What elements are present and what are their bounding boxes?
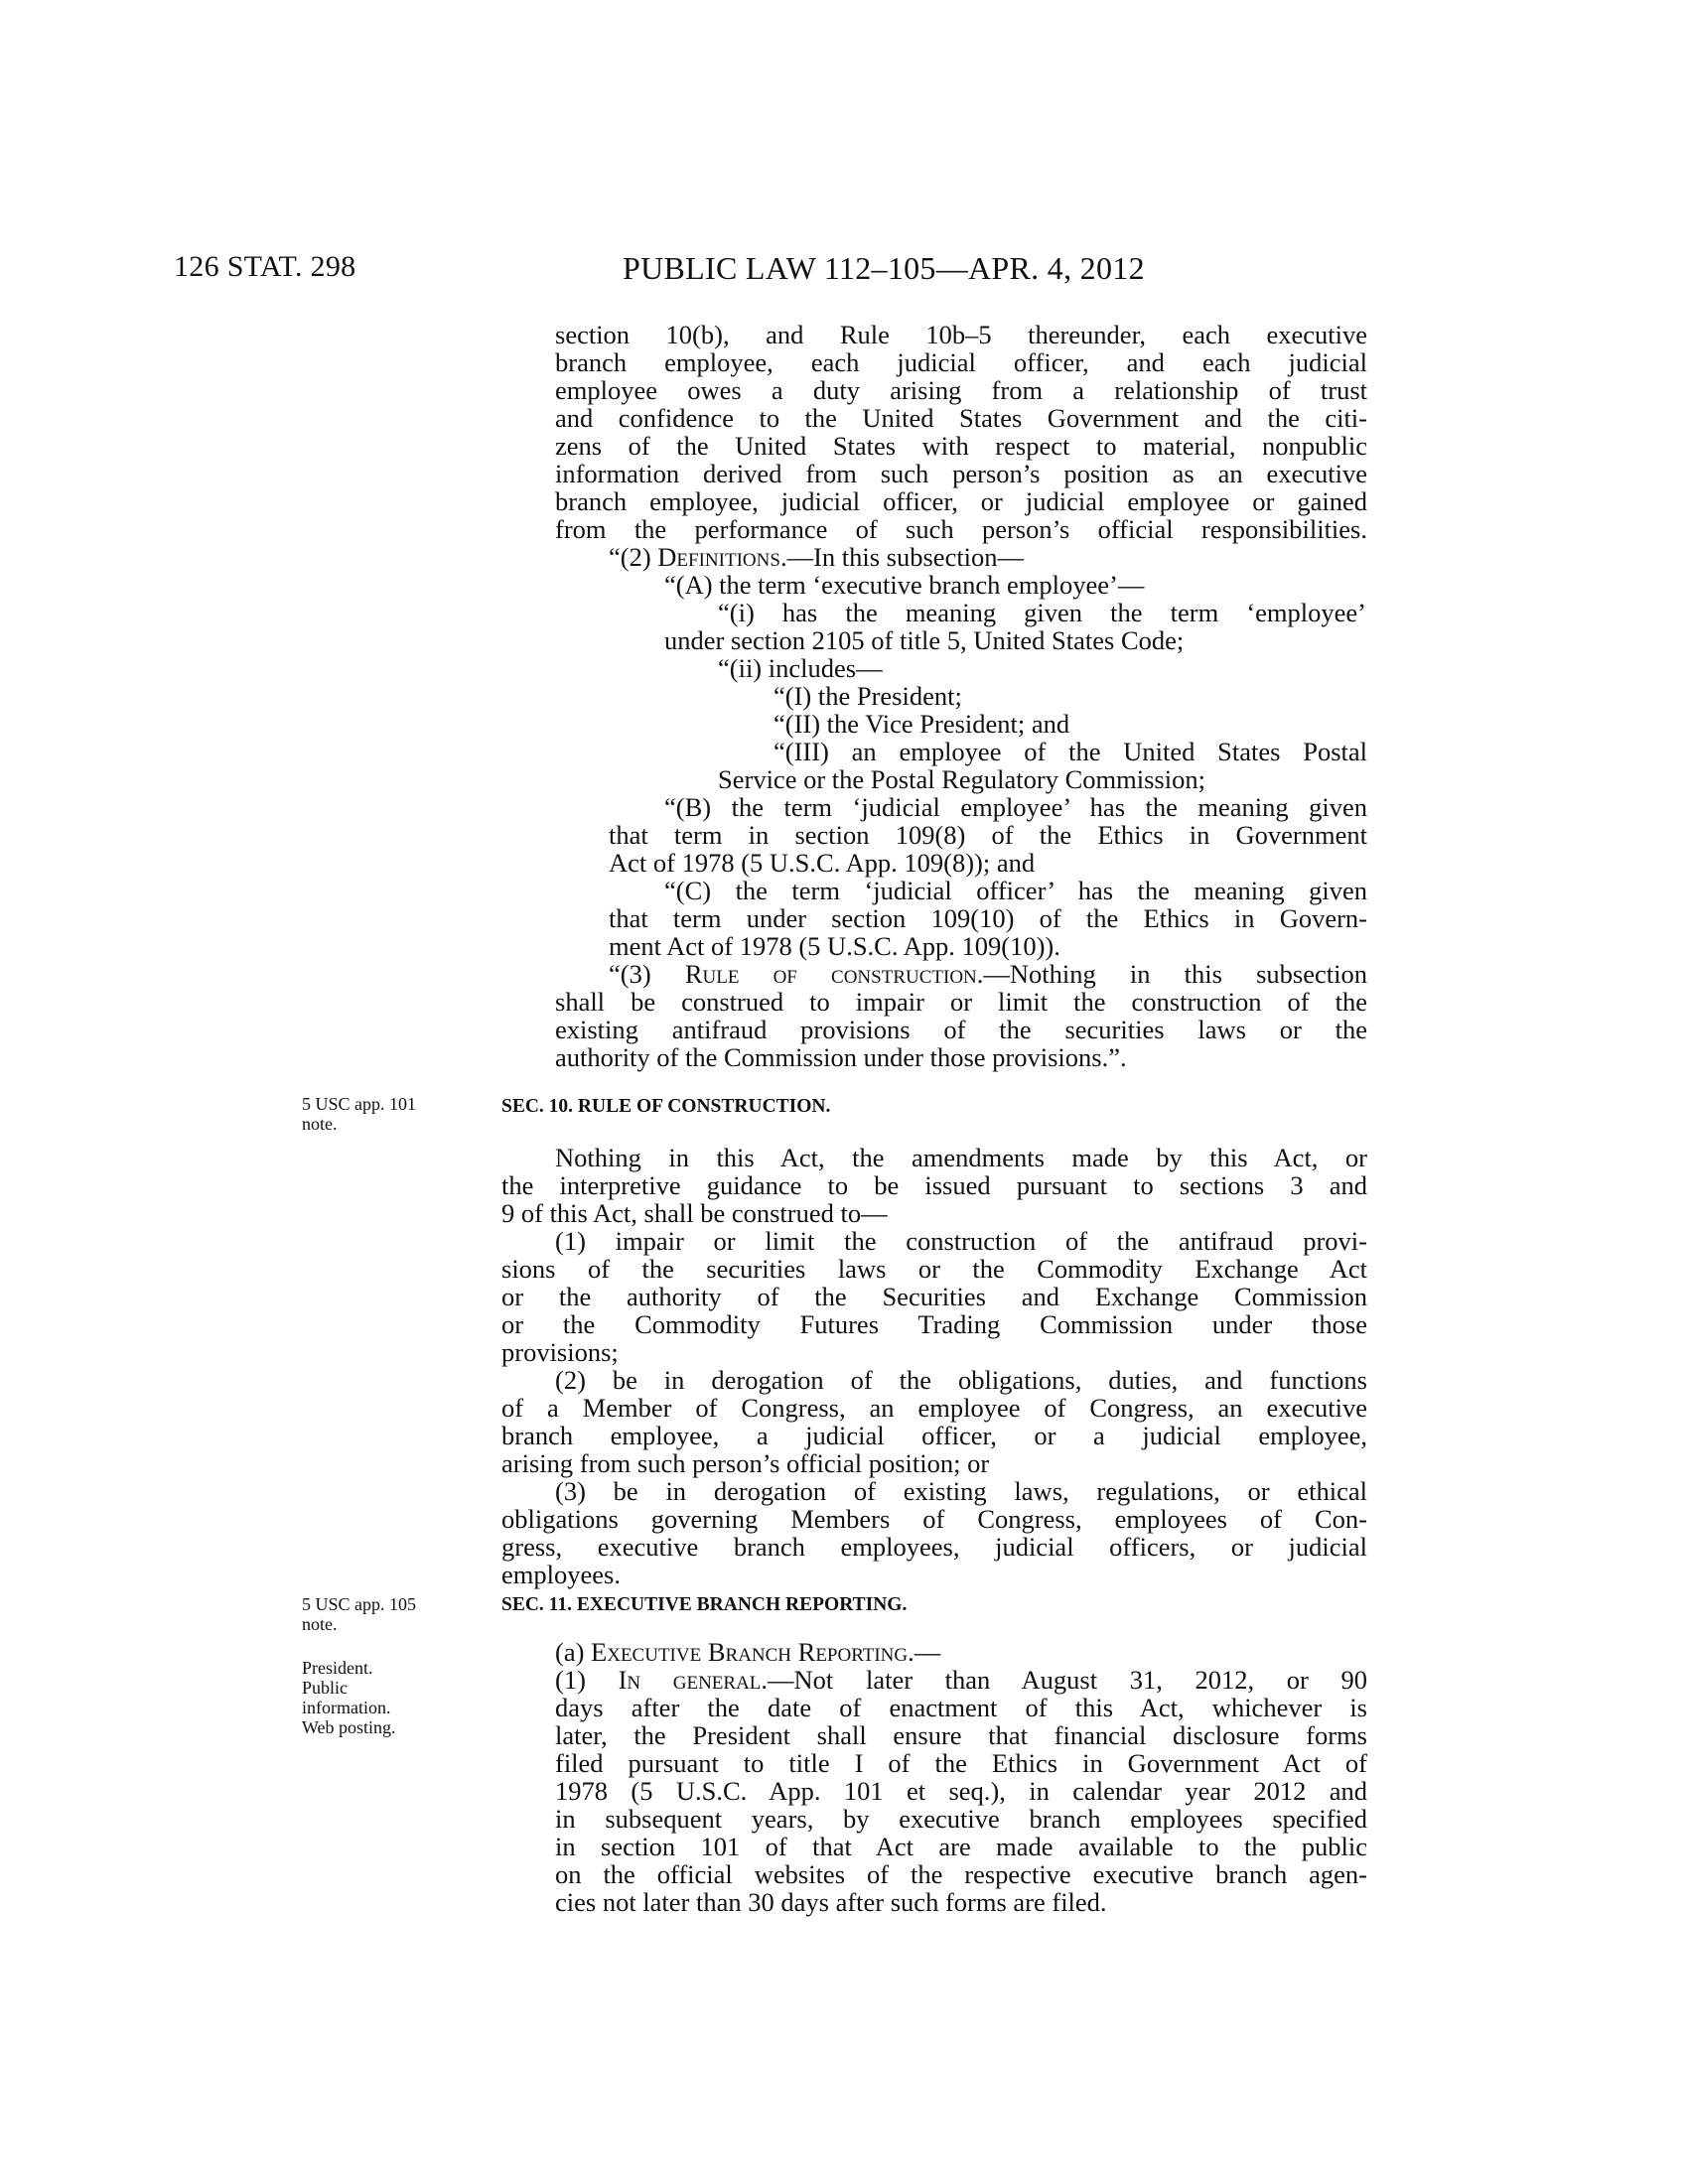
text-line: “(ii) includes— <box>718 653 883 683</box>
text-line: “(2) Definitions.—In this subsection— <box>609 542 1025 572</box>
page-title: PUBLIC LAW 112–105—APR. 4, 2012 <box>623 250 1145 286</box>
margin-note-sec11-topics <box>302 1658 461 1737</box>
text-line: and confidence to the United States Government and the citi- <box>555 403 1367 433</box>
text-line: “(II) the Vice President; and <box>774 709 1070 739</box>
text-line: (3) be in derogation of existing laws, regulations, or ethical <box>555 1476 1367 1506</box>
margin-note-line: President. <box>302 1658 373 1678</box>
text-line: or the authority of the Securities and Exchange Commission <box>501 1282 1367 1311</box>
text-line: “(A) the term ‘executive branch employee’— <box>664 570 1145 600</box>
text-line: that term under section 109(10) of the Ethics in Govern- <box>609 903 1367 933</box>
text-line: sions of the securities laws or the Commodity Exchange Act <box>501 1254 1367 1284</box>
text-line: in subsequent years, by executive branch employees specified <box>555 1804 1367 1834</box>
text-line: employee owes a duty arising from a relationship of trust <box>555 375 1367 405</box>
margin-note-line: Public <box>302 1678 349 1698</box>
text-line: later, the President shall ensure that financial disclosure forms <box>555 1720 1367 1750</box>
text-line: branch employee, each judicial officer, and each judicial <box>555 347 1367 377</box>
text-line: “(C) the term ‘judicial officer’ has the meaning given <box>664 876 1367 905</box>
text-line: under section 2105 of title 5, United States Code; <box>664 625 1185 655</box>
text-line: (a) Executive Branch Reporting.— <box>555 1637 941 1667</box>
text-line: (1) impair or limit the construction of the antifraud provi- <box>555 1226 1367 1256</box>
text-line: gress, executive branch employees, judicial officers, or judicial <box>501 1532 1367 1562</box>
text-line: that term in section 109(8) of the Ethics in Government <box>609 820 1367 850</box>
text-line: Nothing in this Act, the amendments made by this Act, or <box>555 1143 1367 1172</box>
margin-note-line: note. <box>302 1114 338 1134</box>
text-line: (2) be in derogation of the obligations, duties, and functions <box>555 1365 1367 1395</box>
text-line: in section 101 of that Act are made available to the public <box>555 1832 1367 1861</box>
text-line: of a Member of Congress, an employee of Congress, an executive <box>501 1393 1367 1423</box>
text-line: Service or the Postal Regulatory Commission; <box>718 764 1205 794</box>
text-line: filed pursuant to title I of the Ethics in Government Act of <box>555 1748 1367 1778</box>
section-heading-sec11: SEC. 11. EXECUTIVE BRANCH REPORTING. <box>501 1594 908 1615</box>
margin-note-line: Web posting. <box>302 1717 396 1737</box>
text-line: employees. <box>501 1560 621 1589</box>
text-line: arising from such person’s official position; or <box>501 1448 990 1478</box>
section-heading-sec10: SEC. 10. RULE OF CONSTRUCTION. <box>501 1096 831 1117</box>
text-line: branch employee, a judicial officer, or a judicial employee, <box>501 1421 1367 1450</box>
text-line: ment Act of 1978 (5 U.S.C. App. 109(10)). <box>609 931 1060 961</box>
text-line: from the performance of such person’s official responsibilities. <box>555 514 1367 544</box>
margin-note-line: 5 USC app. 101 <box>302 1094 417 1114</box>
text-line: shall be construed to impair or limit the construction of the <box>555 987 1367 1017</box>
text-line: Act of 1978 (5 U.S.C. App. 109(8)); and <box>609 848 1036 878</box>
text-line: 9 of this Act, shall be construed to— <box>501 1198 888 1228</box>
text-line: days after the date of enactment of this Act, whichever is <box>555 1693 1367 1722</box>
text-line: branch employee, judicial officer, or judicial employee or gained <box>555 486 1367 516</box>
text-line: authority of the Commission under those provisions.”. <box>555 1042 1127 1072</box>
text-line: section 10(b), and Rule 10b–5 thereunder, each executive <box>555 320 1367 349</box>
text-line: “(B) the term ‘judicial employee’ has the meaning given <box>664 792 1367 822</box>
stat-page-number: 126 STAT. 298 <box>174 250 356 283</box>
text-line: on the official websites of the respective executive branch agen- <box>555 1859 1367 1889</box>
text-line: existing antifraud provisions of the securities laws or the <box>555 1015 1367 1044</box>
text-line: provisions; <box>501 1337 619 1367</box>
margin-note-sec10 <box>302 1094 461 1134</box>
text-line: obligations governing Members of Congress, employees of Con- <box>501 1504 1367 1534</box>
text-line: information derived from such person’s position as an executive <box>555 459 1367 488</box>
text-line: “(III) an employee of the United States Postal <box>774 737 1367 766</box>
text-line: zens of the United States with respect to material, nonpublic <box>555 431 1367 461</box>
text-line: (1) In general.—Not later than August 31, 2012, or 90 <box>555 1665 1368 1695</box>
text-line: or the Commodity Futures Trading Commission under those <box>501 1309 1367 1339</box>
text-line: “(3) Rule of construction.—Nothing in this subsection <box>609 959 1367 989</box>
text-line: “(i) has the meaning given the term ‘employee’ <box>718 598 1366 627</box>
text-line: cies not later than 30 days after such forms are filed. <box>555 1887 1107 1917</box>
text-line: the interpretive guidance to be issued pursuant to sections 3 and <box>501 1170 1367 1200</box>
margin-note-line: information. <box>302 1698 391 1717</box>
text-line: “(I) the President; <box>774 681 962 711</box>
text-line: 1978 (5 U.S.C. App. 101 et seq.), in calendar year 2012 and <box>555 1776 1367 1806</box>
margin-note-line: note. <box>302 1614 338 1634</box>
margin-note-line: 5 USC app. 105 <box>302 1594 417 1614</box>
margin-note-sec11 <box>302 1594 461 1634</box>
